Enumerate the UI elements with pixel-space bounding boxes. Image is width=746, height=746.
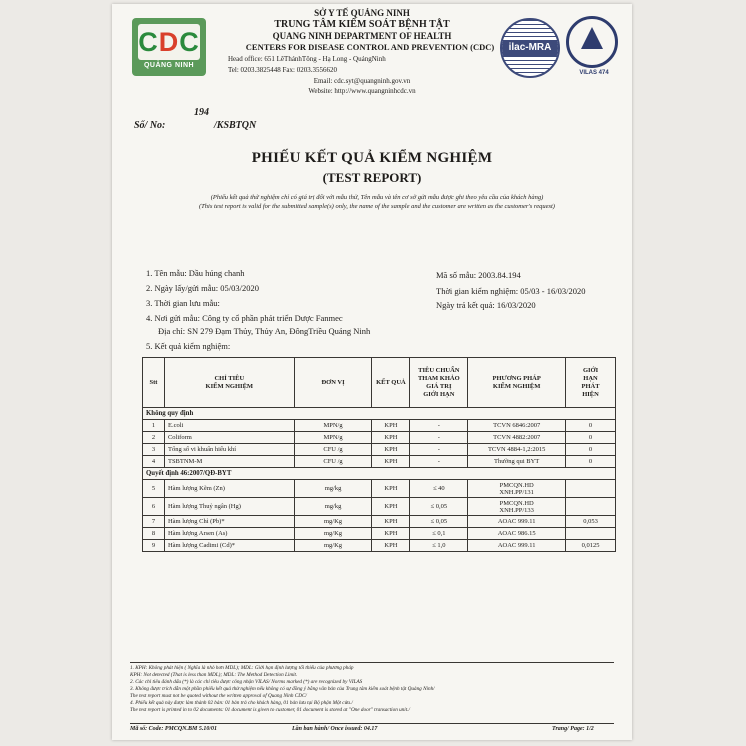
cell-result: KPH xyxy=(372,444,410,456)
cell-reference: - xyxy=(410,432,468,444)
cell-method: AOAC 999.11 xyxy=(468,540,566,552)
cell-detection-limit xyxy=(566,498,616,516)
cell-stt: 9 xyxy=(143,540,165,552)
footer-note: 3. Không được trích dẫn một phần phiếu kết quả thử nghiệm nếu không có sự đồng ý bằng văn bản của Trung tâm kiểm soát bệnh tật Quảng Ninh/ xyxy=(130,686,435,692)
cell-stt: 3 xyxy=(143,444,165,456)
cell-stt: 1 xyxy=(143,420,165,432)
cell-unit: mg/kg xyxy=(294,480,372,498)
issue-number: Lần ban hành/ Once issued: 04.17 xyxy=(292,726,378,732)
results-label: 5. Kết quả kiểm nghiệm: xyxy=(146,341,231,351)
ministry-name: SỞ Y TẾ QUẢNG NINH xyxy=(314,8,410,18)
cell-method: PMCQN.HD XNH.PP/131 xyxy=(468,480,566,498)
header-detection-limit: GIỚI HẠN PHÁT HIỆN xyxy=(566,358,616,408)
cell-result: KPH xyxy=(372,480,410,498)
cell-stt: 7 xyxy=(143,516,165,528)
vilas-accreditation-seal xyxy=(564,14,624,76)
sample-date: 2. Ngày lấy/gửi mẫu: 05/03/2020 xyxy=(146,283,259,293)
cdc-logo-subtitle: QUẢNG NINH xyxy=(143,62,195,69)
storage-time: 3. Thời gian lưu mẫu: xyxy=(146,298,220,308)
cell-unit: MPN/g xyxy=(294,420,372,432)
header-method: PHƯƠNG PHÁP KIỂM NGHIỆM xyxy=(468,358,566,408)
cell-method: TCVN 4882:2007 xyxy=(468,432,566,444)
header-result: KẾT QUẢ xyxy=(372,358,410,408)
cell-method: TCVN 6846:2007 xyxy=(468,420,566,432)
cell-criteria: Hàm lượng Arsen (As) xyxy=(164,528,294,540)
cell-criteria: E.coli xyxy=(164,420,294,432)
cdc-logo-text: CDC xyxy=(138,24,200,60)
header-stt: Stt xyxy=(143,358,165,408)
cell-criteria: Coliform xyxy=(164,432,294,444)
cell-unit: CFU /g xyxy=(294,456,372,468)
section-row xyxy=(143,468,616,480)
section-title: Không quy định xyxy=(143,408,616,420)
section-row xyxy=(143,408,616,420)
document-code: Mã số: Code: PMCQN.BM 5.10/01 xyxy=(130,726,218,732)
cell-detection-limit: 0,0125 xyxy=(566,540,616,552)
cell-reference: ≤ 1,0 xyxy=(410,540,468,552)
table-row xyxy=(143,516,616,528)
table-header-row xyxy=(143,358,616,408)
cell-stt: 6 xyxy=(143,498,165,516)
footer-bar-divider xyxy=(130,723,614,724)
cell-reference: - xyxy=(410,444,468,456)
cell-detection-limit xyxy=(566,480,616,498)
cell-detection-limit: 0 xyxy=(566,432,616,444)
cell-unit: mg/Kg xyxy=(294,540,372,552)
cell-method: AOAC 999.11 xyxy=(468,516,566,528)
cell-detection-limit: 0,053 xyxy=(566,516,616,528)
header-criteria: CHỈ TIÊU KIỂM NGHIỆM xyxy=(164,358,294,408)
cell-criteria: Hàm lượng Thuỷ ngân (Hg) xyxy=(164,498,294,516)
cell-reference: ≤ 0,1 xyxy=(410,528,468,540)
cell-criteria: Tổng số vi khuẩn hiếu khí xyxy=(164,444,294,456)
report-number: 194 xyxy=(194,107,209,118)
footer-note: KPH: Not detected (That is less than MDL); MDL: The Method Detection Limit. xyxy=(130,672,298,678)
sender-address: Địa chỉ: SN 279 Đạm Thủy, Thủy An, ĐôngTriều Quảng Ninh xyxy=(158,326,371,336)
cell-criteria: Hàm lượng Cadimi (Cd)* xyxy=(164,540,294,552)
ilac-mra-logo xyxy=(500,18,560,78)
table-row xyxy=(143,456,616,468)
center-name-en: CENTERS FOR DISEASE CONTROL AND PREVENTION (CDC) xyxy=(245,42,495,52)
cell-criteria: Hàm lượng Chì (Pb)* xyxy=(164,516,294,528)
department-name-en: QUANG NINH DEPARTMENT OF HEALTH xyxy=(272,31,452,41)
report-subtitle: (TEST REPORT) xyxy=(322,170,422,185)
cell-reference: - xyxy=(410,420,468,432)
cell-result: KPH xyxy=(372,432,410,444)
cell-result: KPH xyxy=(372,540,410,552)
table-row xyxy=(143,432,616,444)
cell-reference: - xyxy=(410,456,468,468)
sender: 4. Nơi gửi mẫu: Công ty cổ phần phát triển Dược Fanmec xyxy=(146,313,343,323)
sample-name: 1. Tên mẫu: Dầu húng chanh xyxy=(146,268,245,278)
sample-code: Mã số mẫu: 2003.84.194 xyxy=(436,270,521,280)
footer-divider xyxy=(130,662,614,663)
cell-unit: MPN/g xyxy=(294,432,372,444)
result-date: Ngày trả kết quả: 16/03/2020 xyxy=(436,300,536,310)
cell-criteria: TSBTNM-M xyxy=(164,456,294,468)
vilas-number: VILAS 474 xyxy=(579,70,609,76)
cell-result: KPH xyxy=(372,516,410,528)
cell-detection-limit: 0 xyxy=(566,420,616,432)
footer-note: 1. KPH: Không phát hiện ( Nghĩa là nhỏ hơn MDL); MDL: Giới hạn định lượng tối thiểu của phương pháp xyxy=(130,665,354,671)
footer-note: 4. Phiếu kết quả này được làm thành 02 bản: 01 bản trả cho khách hàng, 01 bản lưu tại Bộ phận Một cửa./ xyxy=(130,700,353,706)
report-title: PHIẾU KẾT QUẢ KIỂM NGHIỆM xyxy=(251,150,493,166)
cell-method: Thường qui BYT xyxy=(468,456,566,468)
cell-unit: CFU /g xyxy=(294,444,372,456)
tel-fax: Tel: 0203.3825448 Fax: 0203.3556620 xyxy=(228,66,337,74)
table-row xyxy=(143,444,616,456)
table-row xyxy=(143,540,616,552)
cell-method: PMCQN.HD XNH.PP/133 xyxy=(468,498,566,516)
footer-note: The test report must not be quoted without the written approval of Quang Ninh CDC/ xyxy=(130,693,307,699)
center-name-vn: TRUNG TÂM KIỂM SOÁT BỆNH TẬT xyxy=(274,19,450,30)
vilas-triangle-icon xyxy=(581,27,603,49)
table-row xyxy=(143,480,616,498)
cell-stt: 8 xyxy=(143,528,165,540)
table-row xyxy=(143,420,616,432)
footer-note: The test report is printed in to 02 documents: 01 document is given to customer, 01 document is stored at "One door" transaction unit./ xyxy=(130,707,410,713)
cell-reference: ≤ 40 xyxy=(410,480,468,498)
cell-reference: ≤ 0,05 xyxy=(410,498,468,516)
cell-reference: ≤ 0,05 xyxy=(410,516,468,528)
cell-stt: 2 xyxy=(143,432,165,444)
cell-unit: mg/Kg xyxy=(294,516,372,528)
cell-method: AOAC 986.15 xyxy=(468,528,566,540)
test-period: Thời gian kiểm nghiệm: 05/03 - 16/03/2020 xyxy=(436,286,586,296)
cell-detection-limit: 0 xyxy=(566,456,616,468)
footer-note: 2. Các chỉ tiêu đánh dấu (*) là các chỉ tiêu được công nhận VILAS/ Norms marked (*) are recognized by VILAS xyxy=(130,679,363,685)
report-number-suffix: /KSBTQN xyxy=(214,120,257,131)
email: Email: cdc.syt@quangninh.gov.vn xyxy=(313,77,411,85)
head-office: Head office: 651 LêThánhTông - Hạ Long - QuảngNinh xyxy=(228,55,386,63)
cell-method: TCVN 4884-1,2:2015 xyxy=(468,444,566,456)
table-row xyxy=(143,528,616,540)
results-table xyxy=(142,357,616,552)
header-reference: TIÊU CHUẨN THAM KHẢO GIÁ TRỊ GIỚI HẠN xyxy=(410,358,468,408)
report-number-label: Số/ No: xyxy=(134,120,166,131)
cdc-logo xyxy=(132,18,206,76)
ilac-mra-text: ilac-MRA xyxy=(502,40,558,56)
section-title: Quyết định 46:2007/QĐ-BYT xyxy=(143,468,616,480)
cell-detection-limit: 0 xyxy=(566,444,616,456)
cell-unit: mg/Kg xyxy=(294,528,372,540)
cell-detection-limit xyxy=(566,528,616,540)
cell-result: KPH xyxy=(372,498,410,516)
cell-result: KPH xyxy=(372,528,410,540)
website: Website: http://www.quangninhcdc.vn xyxy=(308,87,416,95)
header-unit: ĐƠN VỊ xyxy=(294,358,372,408)
cell-unit: mg/kg xyxy=(294,498,372,516)
report-note-en: (This test report is valid for the submitted sample(s) only, the name of the sample and the customer are written as the customer's request) xyxy=(199,203,555,210)
test-report-sheet xyxy=(112,4,632,740)
cell-stt: 5 xyxy=(143,480,165,498)
cell-result: KPH xyxy=(372,456,410,468)
cell-criteria: Hàm lượng Kẽm (Zn) xyxy=(164,480,294,498)
report-note-vn: (Phiếu kết quả thử nghiệm chỉ có giá trị đối với mẫu thử, Tên mẫu và tên cơ sở gửi mẫu được ghi theo yêu cầu của khách hàng) xyxy=(210,194,544,201)
table-row xyxy=(143,498,616,516)
cell-stt: 4 xyxy=(143,456,165,468)
cell-result: KPH xyxy=(372,420,410,432)
page-number: Trang/ Page: 1/2 xyxy=(552,726,594,732)
